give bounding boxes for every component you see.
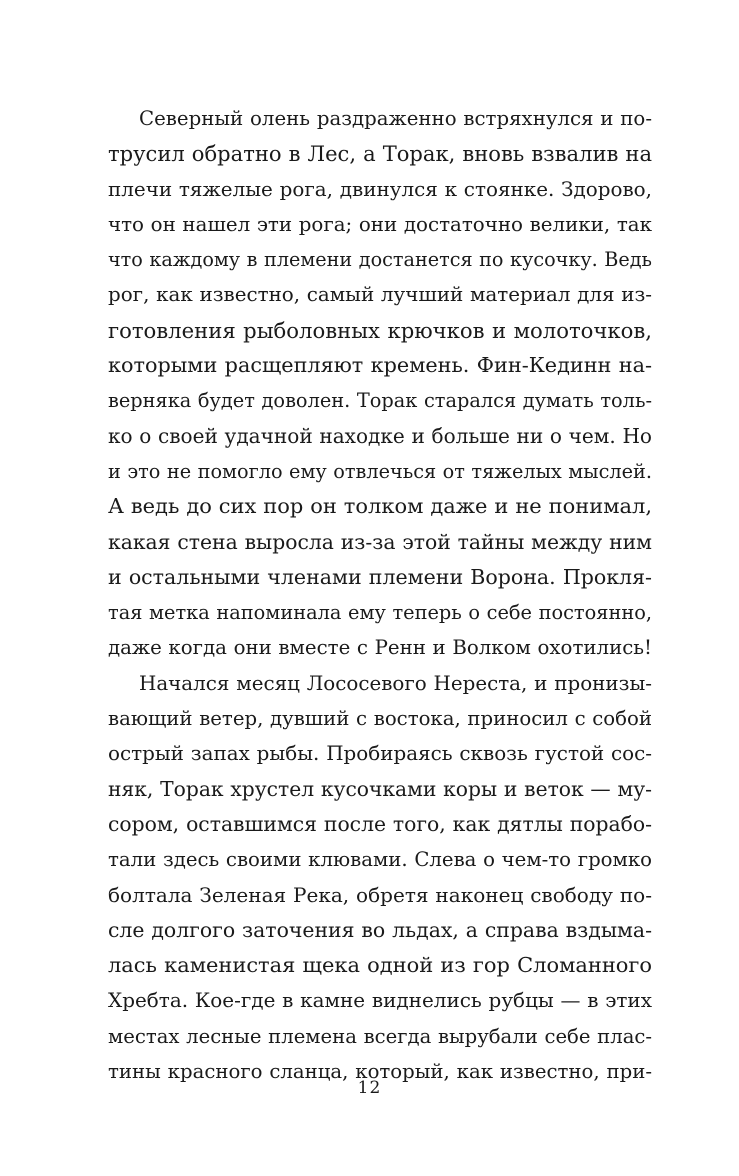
text-line: тая метка напоминала ему теперь о себе постоянно,	[108, 601, 652, 625]
text-line: даже когда они вместе с Ренн и Волком охотились!	[108, 636, 652, 660]
text-line: няк, Торак хрустел кусочками коры и веток — му-	[108, 776, 652, 801]
text-line: Северный олень раздраженно встряхнулся и по-	[139, 107, 652, 130]
body-text	[108, 101, 652, 1089]
text-line: трусил обратно в Лес, а Торак, вновь взвалив на	[108, 141, 652, 167]
text-line: готовления рыболовных крючков и молоточков,	[108, 317, 652, 343]
text-line: которыми расщепляют кремень. Фин-Кединн на-	[108, 353, 652, 378]
text-line: сле долгого заточения во льдах, а справа вздыма-	[108, 917, 652, 942]
text-line: острый запах рыбы. Пробираясь сквозь густой сос-	[108, 742, 652, 766]
text-line: А ведь до сих пор он толком даже и не понимал,	[108, 494, 652, 519]
text-line: рог, как известно, самый лучший материал для из-	[108, 283, 652, 307]
page-number: 12	[357, 1078, 382, 1098]
text-line: тины красного сланца, который, как известно, при-	[108, 1060, 652, 1084]
text-line: тали здесь своими клювами. Слева о чем-то громко	[108, 848, 652, 872]
text-line: и остальными членами племени Ворона. Прокля-	[108, 564, 652, 589]
text-line: болтала Зеленая Река, обретя наконец свободу по-	[108, 882, 652, 907]
text-line: вающий ветер, дувший с востока, приносил с собой	[108, 707, 652, 731]
text-line: что каждому в племени достанется по кусочку. Ведь	[108, 248, 652, 272]
text-line: и это не помогло ему отвлечься от тяжелых мыслей.	[108, 459, 652, 483]
text-line: плечи тяжелые рога, двинулся к стоянке. Здорово,	[108, 177, 652, 201]
text-line: ко о своей удачной находке и больше ни о чем. Но	[108, 423, 652, 448]
text-line: Хребта. Кое-где в камне виднелись рубцы — в этих	[108, 988, 652, 1013]
text-line: сором, оставшимся после того, как дятлы порабо-	[108, 811, 652, 836]
text-line: верняка будет доволен. Торак старался думать толь-	[108, 389, 652, 413]
text-line: местах лесные племена всегда вырубали себе плас-	[108, 1024, 652, 1048]
text-line: какая стена выросла из-за этой тайны между ним	[108, 529, 652, 554]
text-line: лась каменистая щека одной из гор Сломанного	[108, 953, 652, 978]
text-line: Начался месяц Лососевого Нереста, и пронизы-	[139, 671, 652, 695]
text-line: что он нашел эти рога; они достаточно велики, так	[108, 212, 652, 236]
